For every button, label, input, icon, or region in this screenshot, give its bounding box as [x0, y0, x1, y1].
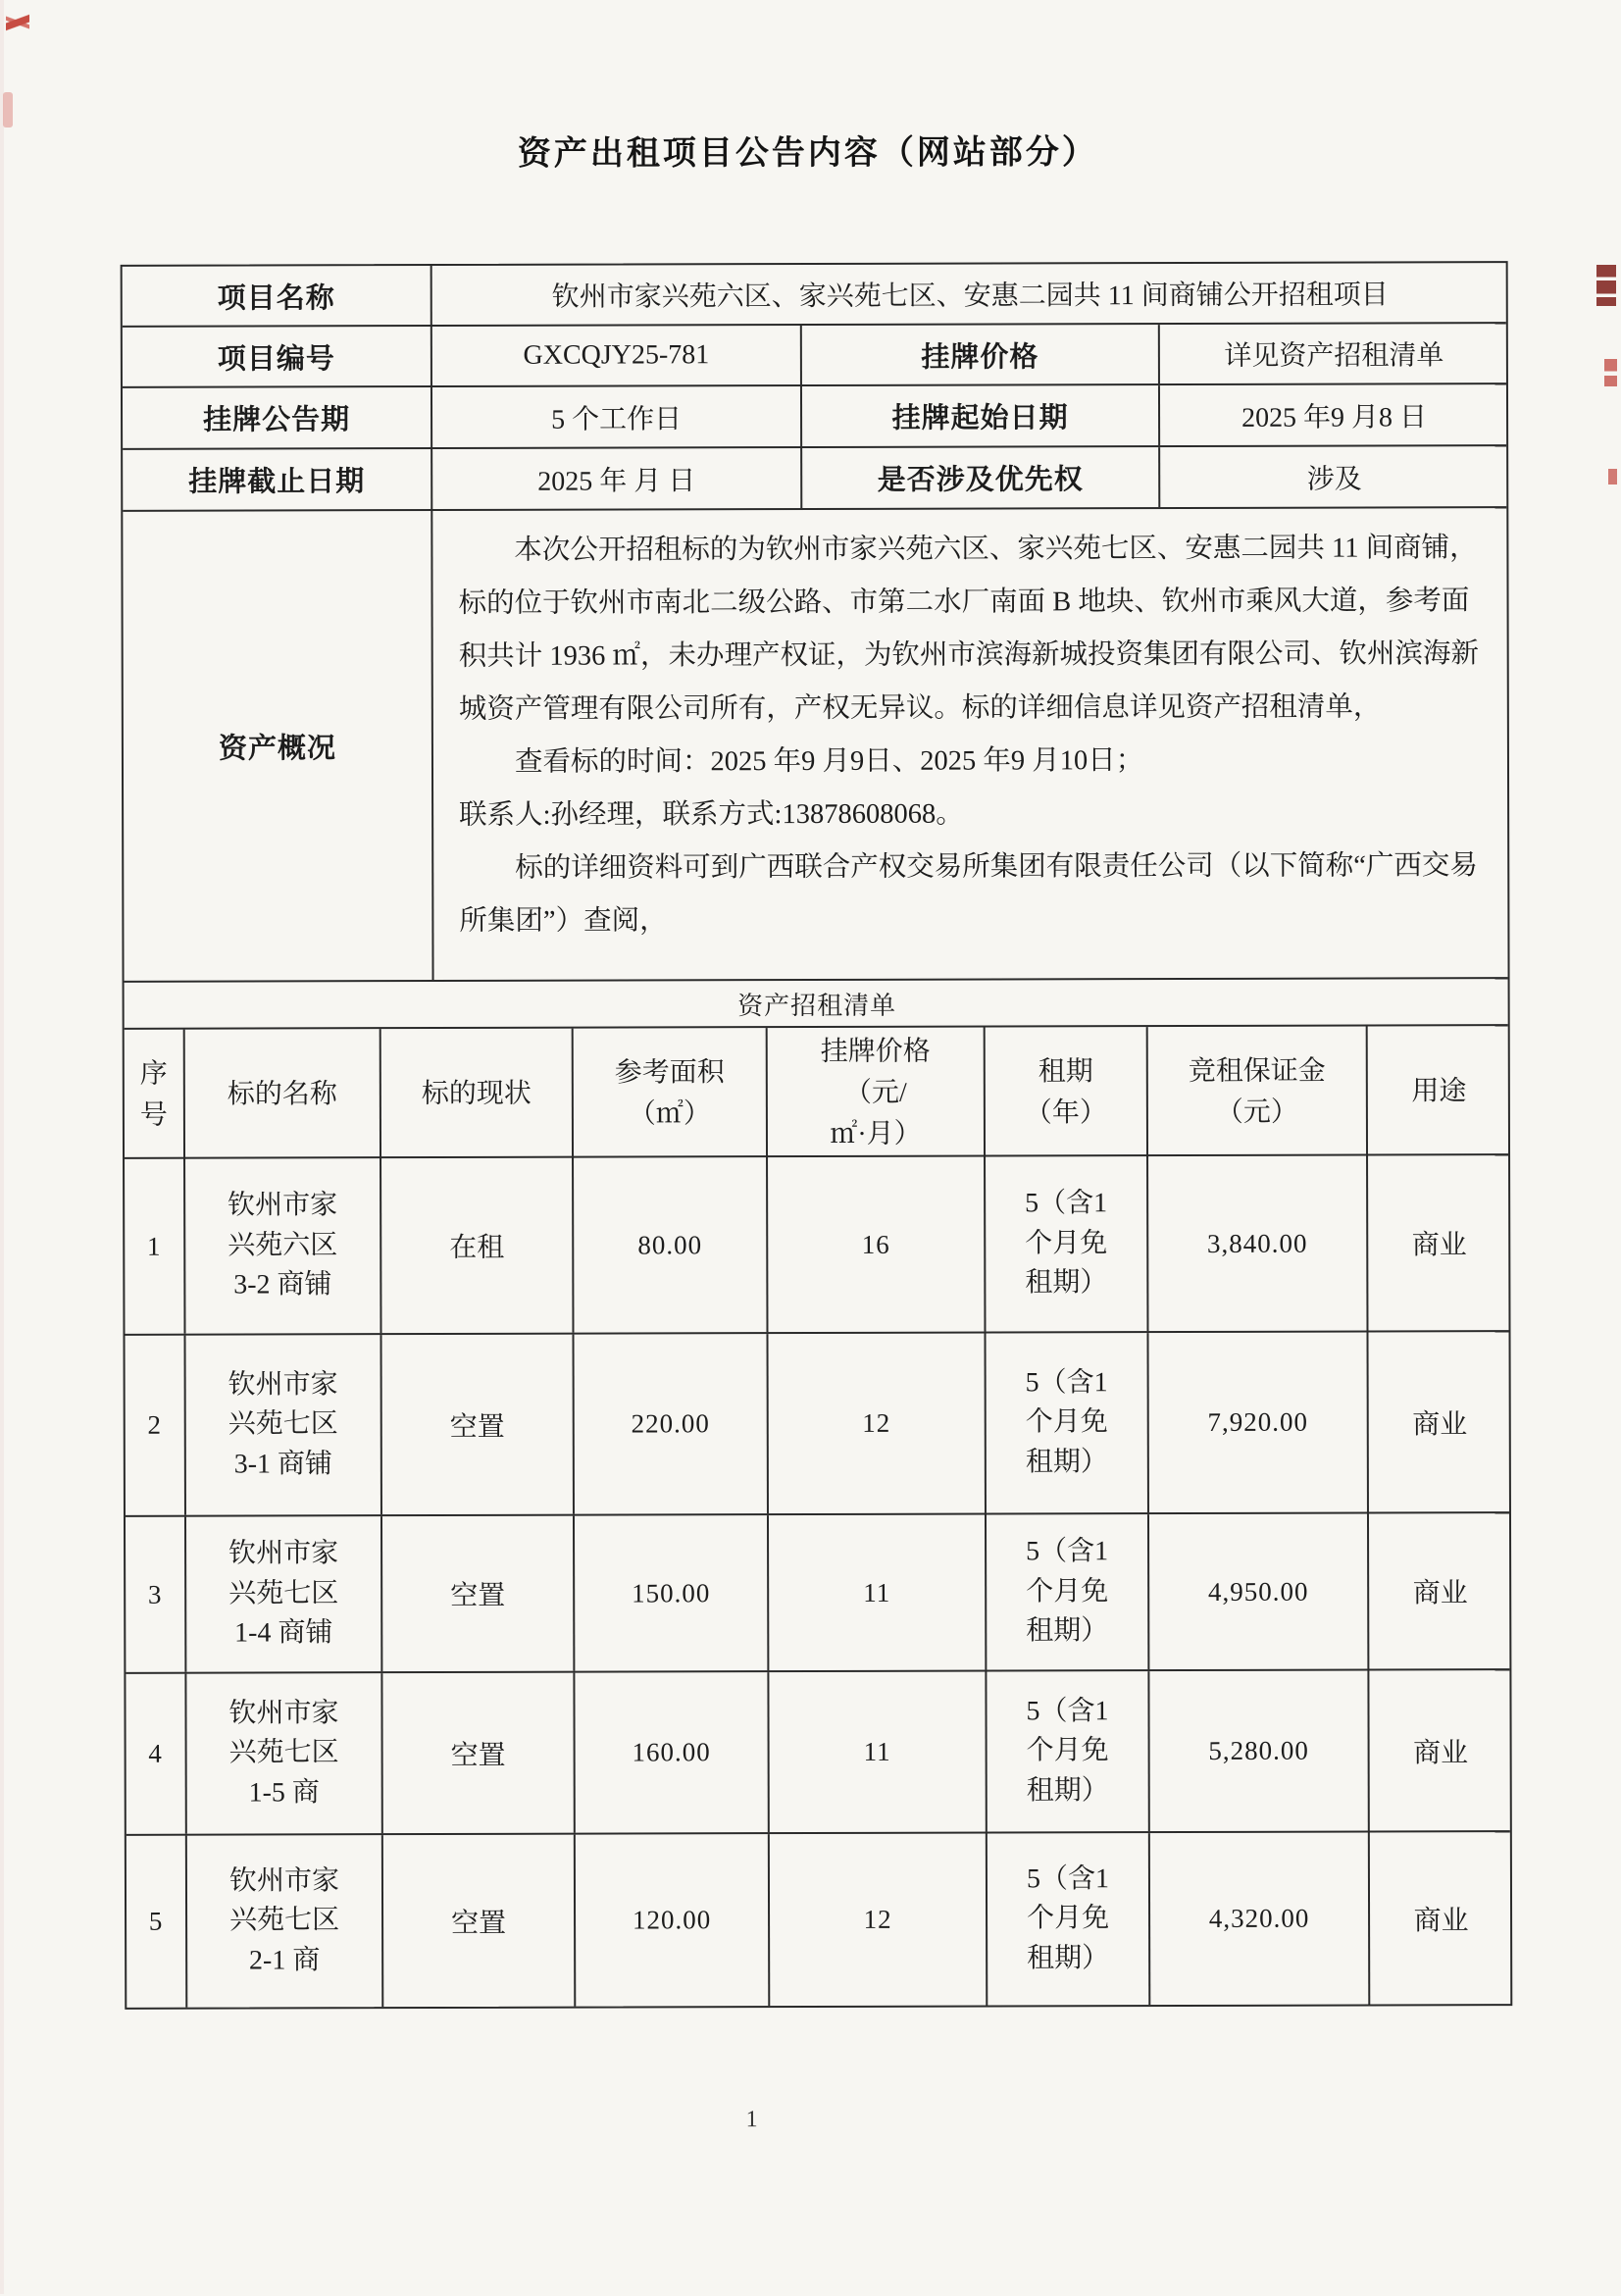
cell-deposit: 3,840.00 — [1148, 1156, 1368, 1332]
cell-deposit: 4,950.00 — [1149, 1514, 1369, 1670]
table-row — [126, 1670, 1509, 1836]
row-end-date — [123, 446, 1506, 512]
cell-status: 空置 — [382, 1673, 575, 1834]
list-header-row — [125, 1026, 1508, 1159]
cell-term: 5（含1 个月免 租期） — [987, 1671, 1149, 1831]
cell-no: 5 — [127, 1836, 187, 2008]
cell-deposit: 4,320.00 — [1150, 1833, 1370, 2006]
page-number: 1 — [745, 2107, 758, 2133]
cell-use: 商业 — [1413, 1737, 1469, 1768]
cell-status: 在租 — [381, 1158, 574, 1334]
cell-price: 11 — [769, 1515, 987, 1671]
project-no-label: 项目编号 — [123, 327, 432, 386]
cell-area: 160.00 — [575, 1672, 769, 1833]
overview-paragraph: 联系人:孙经理，联系方式:13878608068。 — [459, 798, 964, 831]
cell-price: 16 — [768, 1157, 986, 1333]
project-name-value: 钦州市家兴苑六区、家兴苑七区、安惠二园共 11 间商铺公开招租项目 — [551, 280, 1389, 313]
row-project-no — [123, 324, 1506, 388]
col-header-price: 挂牌价格 （元/ ㎡·月） — [768, 1028, 986, 1160]
cell-status: 空置 — [382, 1516, 575, 1672]
col-header-deposit: 竞租保证金 （元） — [1148, 1027, 1368, 1159]
cell-price: 12 — [768, 1334, 986, 1514]
cell-area: 220.00 — [574, 1334, 768, 1514]
cell-deposit: 7,920.00 — [1148, 1333, 1368, 1513]
cell-name: 钦州市家 兴苑七区 3-1 商铺 — [186, 1335, 382, 1515]
col-header-no: 序 号 — [125, 1030, 185, 1161]
announce-period-value: 5 个工作日 — [432, 386, 802, 447]
cell-name: 钦州市家 兴苑七区 2-1 商 — [187, 1835, 383, 2008]
cell-no: 2 — [126, 1336, 186, 1515]
cell-price: 11 — [769, 1672, 987, 1833]
priority-label: 是否涉及优先权 — [802, 447, 1160, 508]
cell-no: 4 — [126, 1674, 186, 1834]
end-date-value: 2025 年 月 日 — [432, 448, 802, 509]
start-date-label: 挂牌起始日期 — [802, 385, 1160, 446]
overview-paragraph: 本次公开招租标的为钦州市家兴苑六区、家兴苑七区、安惠二园共 11 间商铺，标的位于钦州市南北二级公路、市第二水厂南面 B 地块、钦州市乘风大道，参考面积共计 1936 ㎡，未办理产权证，为钦州市滨海新城投资集团有限公司、钦州滨海新城资产管理有限公司所有，产权无异议。标的详细信息详见资产招租清单， — [458, 533, 1479, 725]
listing-price-value: 详见资产招租清单 — [1224, 340, 1444, 372]
asset-overview-text — [432, 508, 1509, 980]
listing-price-label: 挂牌价格 — [802, 325, 1160, 384]
col-header-use: 用途 — [1411, 1076, 1467, 1107]
cell-status: 空置 — [382, 1335, 575, 1515]
announcement-table — [121, 261, 1513, 2010]
priority-value: 涉及 — [1306, 464, 1362, 495]
cell-no: 1 — [125, 1159, 185, 1334]
cell-area: 120.00 — [576, 1834, 770, 2007]
cell-area: 150.00 — [575, 1515, 769, 1671]
cell-term: 5（含1 个月免 租期） — [986, 1156, 1148, 1331]
col-header-name: 标的名称 — [185, 1029, 381, 1161]
cell-term: 5（含1 个月免 租期） — [987, 1514, 1149, 1669]
cell-term: 5（含1 个月免 租期） — [988, 1833, 1150, 2005]
cell-use: 商业 — [1412, 1408, 1468, 1440]
cell-no: 3 — [126, 1517, 186, 1672]
table-row — [126, 1513, 1509, 1674]
col-header-term: 租期 （年） — [986, 1027, 1148, 1158]
row-asset-overview — [123, 508, 1507, 983]
cell-deposit: 5,280.00 — [1149, 1671, 1369, 1832]
list-section-title: 资产招租清单 — [737, 990, 897, 1020]
cell-use: 商业 — [1412, 1578, 1468, 1609]
cell-use: 商业 — [1413, 1905, 1469, 1936]
asset-overview-label: 资产概况 — [123, 511, 433, 981]
row-list-section-title — [125, 979, 1508, 1030]
table-row — [127, 1832, 1510, 2008]
cell-area: 80.00 — [574, 1157, 768, 1333]
start-date-value: 2025 年9 月8 日 — [1241, 401, 1428, 434]
row-project-name — [123, 263, 1506, 328]
table-row — [126, 1332, 1509, 1517]
col-header-area: 参考面积 （㎡） — [574, 1028, 768, 1160]
cell-name: 钦州市家 兴苑六区 3-2 商铺 — [185, 1158, 381, 1334]
col-header-status: 标的现状 — [381, 1029, 574, 1161]
overview-paragraph: 标的详细资料可到广西联合产权交易所集团有限责任公司（以下简称“广西交易所集团”）查阅， — [459, 850, 1478, 937]
document-title: 资产出租项目公告内容（网站部分） — [517, 133, 1098, 173]
cell-name: 钦州市家 兴苑七区 1-4 商铺 — [186, 1516, 382, 1672]
end-date-label: 挂牌截止日期 — [123, 449, 432, 510]
overview-paragraph: 查看标的时间：2025 年9 月9日、2025 年9 月10日； — [514, 745, 1144, 778]
cell-status: 空置 — [383, 1835, 576, 2008]
cell-price: 12 — [770, 1834, 988, 2007]
row-announce-period — [123, 384, 1506, 450]
project-no-value: GXCQJY25-781 — [432, 326, 802, 385]
cell-term: 5（含1 个月免 租期） — [986, 1333, 1148, 1512]
cell-use: 商业 — [1411, 1230, 1467, 1261]
cell-name: 钦州市家 兴苑七区 1-5 商 — [186, 1673, 382, 1834]
announce-period-label: 挂牌公告期 — [123, 387, 432, 448]
project-name-label: 项目名称 — [123, 266, 432, 326]
table-row — [125, 1155, 1508, 1336]
